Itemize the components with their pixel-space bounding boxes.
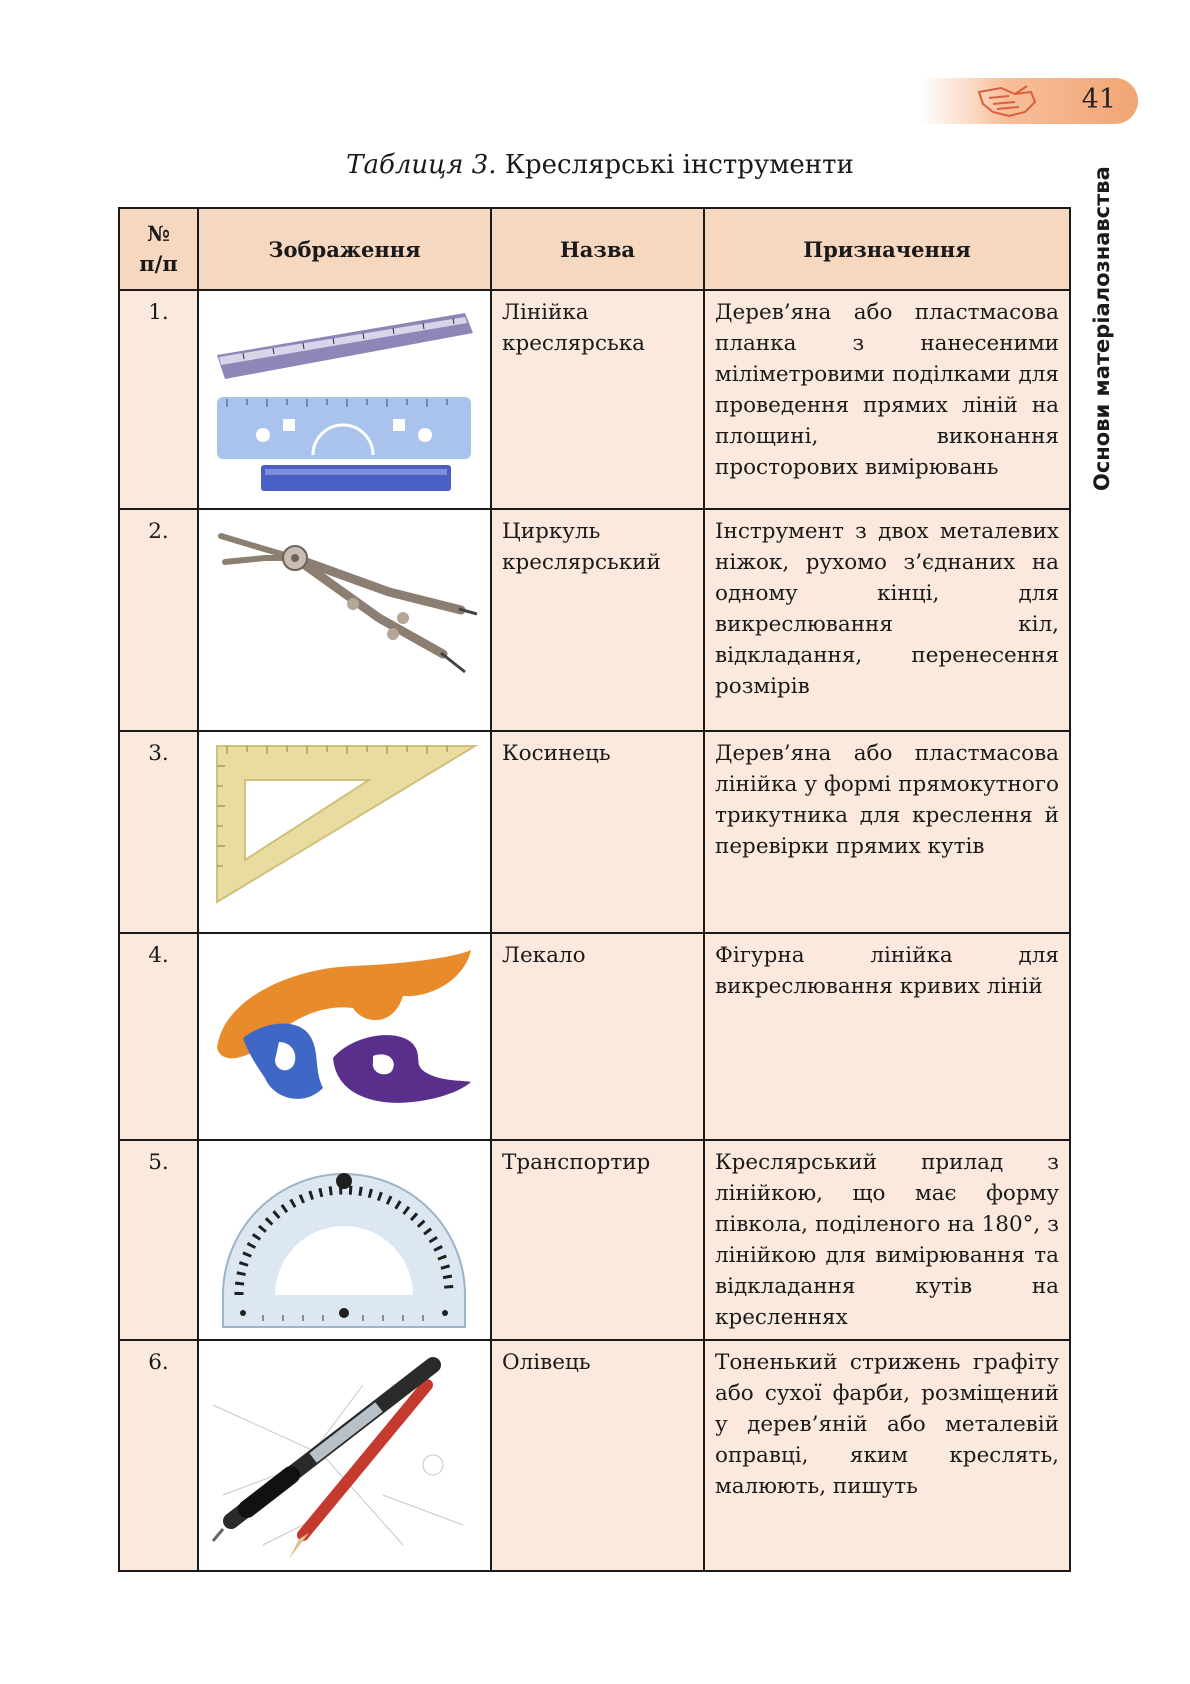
tool-purpose: Креслярський прилад з лінійкою, що має форму півкола, поділеного на 180°, з лінійкою для вимірювання та відкладання кутів на кресленнях [704,1140,1070,1340]
tool-name: Циркуль креслярський [491,509,704,731]
header-image: Зображення [198,208,491,290]
page-number-tab [920,78,1138,124]
compass-image [198,509,491,731]
tool-purpose: Фігурна лінійка для викреслювання кривих ліній [704,933,1070,1140]
row-number: 3. [119,731,198,933]
header-number-symbol: № [147,220,170,246]
page-number: 41 [1081,84,1116,115]
header-number-text: п/п [139,251,178,276]
tool-purpose: Дерев’яна або пластмасова планка з нанесеними міліметровими поділками для проведення прямих ліній на площині, виконання просторових вимірювань [704,290,1070,509]
ruler-image [198,290,491,509]
tool-name: Олівець [491,1340,704,1571]
table-caption [120,150,1080,180]
tool-purpose: Дерев’яна або пластмасова лінійка у формі прямокутного трикутника для креслення й перевірки прямих кутів [704,731,1070,933]
protractor-image [198,1140,491,1340]
table-header-row [119,208,1070,290]
tool-name: Транспортир [491,1140,704,1340]
table-row [119,290,1070,509]
drawing-tools-table [118,207,1071,1572]
table-row [119,933,1070,1140]
row-number: 4. [119,933,198,1140]
tool-name: Косинець [491,731,704,933]
row-number: 1. [119,290,198,509]
table-row [119,1340,1070,1571]
tool-name: Лекало [491,933,704,1140]
row-number: 6. [119,1340,198,1571]
table-caption-text: Креслярські інструменти [496,150,854,180]
drawing-hand-icon [975,82,1039,122]
header-number [119,208,198,290]
table-row [119,509,1070,731]
table-row [119,731,1070,933]
tool-purpose: Тоненький стрижень графіту або сухої фарби, розміщений у дерев’яній або металевій оправці, яким креслять, малюють, пишуть [704,1340,1070,1571]
header-name: Назва [491,208,704,290]
set-square-image [198,731,491,933]
table-row [119,1140,1070,1340]
tool-name: Лінійка креслярська [491,290,704,509]
pencil-image [198,1340,491,1571]
side-title-text: Основи матеріалознавства [1090,166,1114,491]
row-number: 2. [119,509,198,731]
table-caption-label: Таблиця 3. [346,150,497,180]
row-number: 5. [119,1140,198,1340]
tool-purpose: Інструмент з двох металевих ніжок, рухомо з’єднаних на одному кінці, для викреслювання кіл, відкладання, перенесення розмірів [704,509,1070,731]
french-curve-image [198,933,491,1140]
header-purpose: Призначення [704,208,1070,290]
